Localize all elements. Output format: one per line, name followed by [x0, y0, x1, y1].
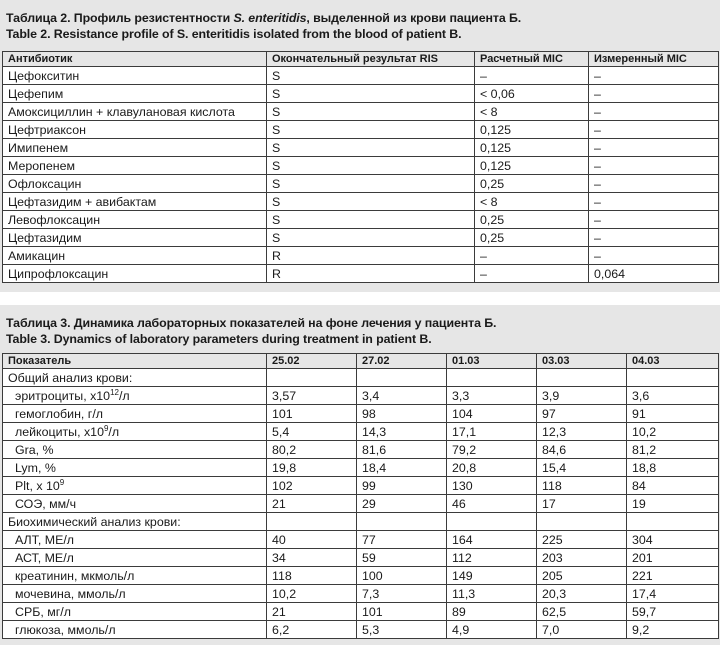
antibiotic-cell: Ципрофлоксацин: [3, 265, 267, 283]
parameter-label: гемоглобин, г/л: [3, 405, 267, 423]
measured-mic-cell: –: [589, 247, 719, 265]
value-cell: 59,7: [627, 603, 719, 621]
table-row: [3, 175, 719, 193]
value-cell: 164: [447, 531, 537, 549]
value-cell: 101: [357, 603, 447, 621]
calc-mic-cell: 0,125: [475, 121, 589, 139]
table-row: [3, 139, 719, 157]
value-cell: 77: [357, 531, 447, 549]
value-cell: 7,3: [357, 585, 447, 603]
value-cell: 21: [267, 495, 357, 513]
table-row: [3, 405, 719, 423]
section-label: Общий анализ крови:: [3, 369, 267, 387]
value-cell: 100: [357, 567, 447, 585]
value-cell: 5,3: [357, 621, 447, 639]
value-cell: 20,3: [537, 585, 627, 603]
ris-cell: R: [267, 247, 475, 265]
table-row: [3, 531, 719, 549]
value-cell: 12,3: [537, 423, 627, 441]
value-cell: 3,3: [447, 387, 537, 405]
value-cell: 21: [267, 603, 357, 621]
measured-mic-cell: –: [589, 193, 719, 211]
table3-caption: [0, 305, 720, 347]
section-row: [3, 513, 719, 531]
table-row: [3, 265, 719, 283]
parameter-label: СРБ, мг/л: [3, 603, 267, 621]
table-row: [3, 423, 719, 441]
value-cell: 11,3: [447, 585, 537, 603]
column-header: Измеренный MIC: [589, 52, 719, 67]
ris-cell: S: [267, 193, 475, 211]
measured-mic-cell: –: [589, 85, 719, 103]
parameter-label: Plt, х $10^9$: [3, 477, 267, 495]
value-cell: 34: [267, 549, 357, 567]
value-cell: 14,3: [357, 423, 447, 441]
value-cell: 9,2: [627, 621, 719, 639]
ris-cell: S: [267, 175, 475, 193]
value-cell: 17,4: [627, 585, 719, 603]
value-cell: 84: [627, 477, 719, 495]
value-cell: 40: [267, 531, 357, 549]
value-cell: 205: [537, 567, 627, 585]
column-header: 03.03: [537, 354, 627, 369]
column-header: Показатель: [3, 354, 267, 369]
value-cell: 4,9: [447, 621, 537, 639]
parameter-label: креатинин, мкмоль/л: [3, 567, 267, 585]
parameter-label: мочевина, ммоль/л: [3, 585, 267, 603]
parameter-label: СОЭ, мм/ч: [3, 495, 267, 513]
table-row: [3, 193, 719, 211]
value-cell: 97: [537, 405, 627, 423]
antibiotic-cell: Офлоксацин: [3, 175, 267, 193]
measured-mic-cell: –: [589, 211, 719, 229]
value-cell: 81,6: [357, 441, 447, 459]
column-header: Антибиотик: [3, 52, 267, 67]
table-row: [3, 387, 719, 405]
value-cell: 98: [357, 405, 447, 423]
table-row: [3, 157, 719, 175]
column-header: Расчетный MIC: [475, 52, 589, 67]
value-cell: 89: [447, 603, 537, 621]
table3-block: [0, 305, 720, 645]
section-label: Биохимический анализ крови:: [3, 513, 267, 531]
antibiotic-cell: Цефтазидим: [3, 229, 267, 247]
ris-cell: S: [267, 157, 475, 175]
table3-title-ru: Таблица 3. Динамика лабораторных показателей на фоне лечения у пациента Б.: [6, 316, 497, 330]
calc-mic-cell: < 8: [475, 103, 589, 121]
antibiotic-cell: Цефокситин: [3, 67, 267, 85]
parameter-label: Lym, %: [3, 459, 267, 477]
ris-cell: R: [267, 265, 475, 283]
value-cell: 5,4: [267, 423, 357, 441]
measured-mic-cell: –: [589, 121, 719, 139]
table-row: [3, 567, 719, 585]
value-cell: 7,0: [537, 621, 627, 639]
column-header: 01.03: [447, 354, 537, 369]
value-cell: 79,2: [447, 441, 537, 459]
calc-mic-cell: –: [475, 67, 589, 85]
measured-mic-cell: –: [589, 67, 719, 85]
antibiotic-cell: Амоксициллин + клавулановая кислота: [3, 103, 267, 121]
value-cell: 221: [627, 567, 719, 585]
column-header: 25.02: [267, 354, 357, 369]
table2-title-en: Table 2. Resistance profile of S. enteritidis isolated from the blood of patient B.: [6, 27, 462, 41]
value-cell: 112: [447, 549, 537, 567]
parameter-label: эритроциты, $х10^{12}/л$: [3, 387, 267, 405]
value-cell: 118: [537, 477, 627, 495]
table-row: [3, 211, 719, 229]
table-row: [3, 621, 719, 639]
ris-cell: S: [267, 139, 475, 157]
antibiotic-cell: Цефтриаксон: [3, 121, 267, 139]
column-header: Окончательный результат RIS: [267, 52, 475, 67]
value-cell: 20,8: [447, 459, 537, 477]
ris-cell: S: [267, 85, 475, 103]
parameter-label: лейкоциты, $х10^9/л$: [3, 423, 267, 441]
table2-caption: [0, 0, 720, 42]
value-cell: 118: [267, 567, 357, 585]
table-row: [3, 441, 719, 459]
value-cell: 17,1: [447, 423, 537, 441]
table-header-row: [3, 354, 719, 369]
ris-cell: S: [267, 211, 475, 229]
calc-mic-cell: –: [475, 265, 589, 283]
value-cell: 19: [627, 495, 719, 513]
value-cell: 6,2: [267, 621, 357, 639]
value-cell: 19,8: [267, 459, 357, 477]
calc-mic-cell: 0,25: [475, 229, 589, 247]
antibiotic-cell: Меропенем: [3, 157, 267, 175]
ris-cell: S: [267, 67, 475, 85]
value-cell: 104: [447, 405, 537, 423]
table-row: [3, 85, 719, 103]
antibiotic-cell: Имипенем: [3, 139, 267, 157]
table-row: [3, 67, 719, 85]
column-header: 04.03: [627, 354, 719, 369]
column-header: 27.02: [357, 354, 447, 369]
calc-mic-cell: –: [475, 247, 589, 265]
measured-mic-cell: –: [589, 139, 719, 157]
value-cell: 62,5: [537, 603, 627, 621]
measured-mic-cell: –: [589, 103, 719, 121]
antibiotic-cell: Амикацин: [3, 247, 267, 265]
table-row: [3, 229, 719, 247]
value-cell: 3,4: [357, 387, 447, 405]
value-cell: 84,6: [537, 441, 627, 459]
section-row: [3, 369, 719, 387]
lab-dynamics-table: [2, 353, 719, 639]
value-cell: 130: [447, 477, 537, 495]
value-cell: 99: [357, 477, 447, 495]
parameter-label: АЛТ, МЕ/л: [3, 531, 267, 549]
value-cell: 15,4: [537, 459, 627, 477]
value-cell: 304: [627, 531, 719, 549]
table-row: [3, 549, 719, 567]
value-cell: 3,57: [267, 387, 357, 405]
measured-mic-cell: –: [589, 175, 719, 193]
calc-mic-cell: 0,25: [475, 175, 589, 193]
table2-block: [0, 0, 720, 292]
antibiotic-cell: Цефепим: [3, 85, 267, 103]
value-cell: 149: [447, 567, 537, 585]
value-cell: 46: [447, 495, 537, 513]
value-cell: 10,2: [267, 585, 357, 603]
table-row: [3, 121, 719, 139]
calc-mic-cell: 0,125: [475, 157, 589, 175]
resistance-table: [2, 51, 719, 283]
calc-mic-cell: 0,125: [475, 139, 589, 157]
value-cell: 29: [357, 495, 447, 513]
table-row: [3, 477, 719, 495]
ris-cell: S: [267, 121, 475, 139]
parameter-label: АСТ, МЕ/л: [3, 549, 267, 567]
value-cell: 10,2: [627, 423, 719, 441]
parameter-label: глюкоза, ммоль/л: [3, 621, 267, 639]
value-cell: 18,4: [357, 459, 447, 477]
measured-mic-cell: –: [589, 229, 719, 247]
value-cell: 81,2: [627, 441, 719, 459]
value-cell: 3,9: [537, 387, 627, 405]
table-row: [3, 495, 719, 513]
ris-cell: S: [267, 103, 475, 121]
value-cell: 102: [267, 477, 357, 495]
calc-mic-cell: < 0,06: [475, 85, 589, 103]
ris-cell: S: [267, 229, 475, 247]
table-row: [3, 103, 719, 121]
parameter-label: Gra, %: [3, 441, 267, 459]
value-cell: 18,8: [627, 459, 719, 477]
table-row: [3, 585, 719, 603]
table-row: [3, 247, 719, 265]
table3-title-en: Table 3. Dynamics of laboratory parameters during treatment in patient B.: [6, 332, 432, 346]
table2-title-ru: Таблица 2. Профиль резистентности S. enteritidis, выделенной из крови пациента Б.: [6, 11, 522, 25]
measured-mic-cell: 0,064: [589, 265, 719, 283]
value-cell: 91: [627, 405, 719, 423]
antibiotic-cell: Цефтазидим + авибактам: [3, 193, 267, 211]
calc-mic-cell: 0,25: [475, 211, 589, 229]
value-cell: 225: [537, 531, 627, 549]
table-row: [3, 459, 719, 477]
measured-mic-cell: –: [589, 157, 719, 175]
table-header-row: [3, 52, 719, 67]
value-cell: 80,2: [267, 441, 357, 459]
value-cell: 201: [627, 549, 719, 567]
antibiotic-cell: Левофлоксацин: [3, 211, 267, 229]
value-cell: 203: [537, 549, 627, 567]
value-cell: 59: [357, 549, 447, 567]
calc-mic-cell: < 8: [475, 193, 589, 211]
value-cell: 3,6: [627, 387, 719, 405]
table-row: [3, 603, 719, 621]
value-cell: 17: [537, 495, 627, 513]
value-cell: 101: [267, 405, 357, 423]
